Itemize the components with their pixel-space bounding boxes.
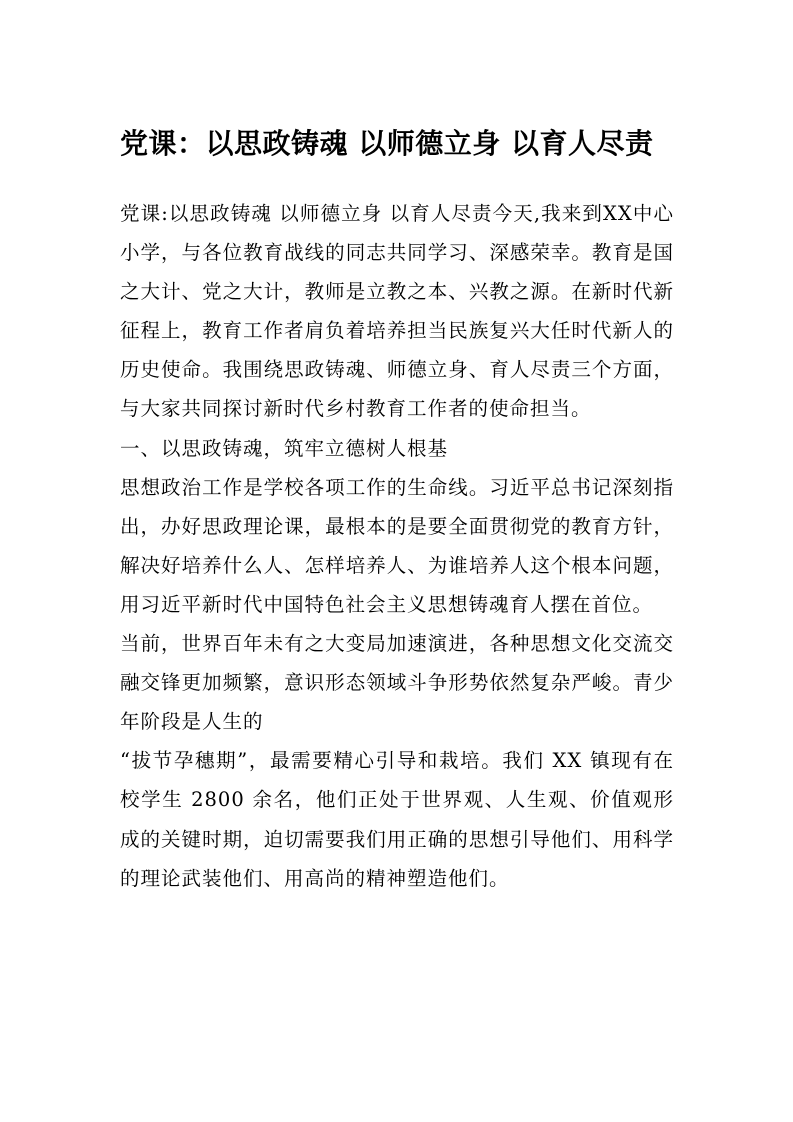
document-body — [120, 194, 674, 898]
document-title: 党课：以思政铸魂 以师德立身 以育人尽责 — [120, 127, 654, 160]
paragraph-current-situation: 当前，世界百年未有之大变局加速演进，各种思想文化交流交融交锋更加频繁，意识形态领域斗争形势依然复杂严峻。青少年阶段是人生的 — [120, 632, 674, 734]
paragraph-ideology: 思想政治工作是学校各项工作的生命线。习近平总书记深刻指出，办好思政理论课，最根本的是要全面贯彻党的教育方针，解决好培养什么人、怎样培养人、为谁培养人这个根本问题，用习近平新时代中国特色社会主义思想铸魂育人摆在首位。 — [120, 475, 674, 616]
paragraph-students: “拔节孕穗期”，最需要精心引导和栽培。我们 XX 镇现有在校学生 2800 余名，他们正处于世界观、人生观、价值观形成的关键时期，迫切需要我们用正确的思想引导他们、用科学的理论武装他们、用高尚的精神塑造他们。 — [120, 749, 674, 890]
paragraph-intro: 党课:以思政铸魂 以师德立身 以育人尽责今天,我来到XX中心小学，与各位教育战线的同志共同学习、深感荣幸。教育是国之大计、党之大计，教师是立教之本、兴教之源。在新时代新征程上，教育工作者肩负着培养担当民族复兴大任时代新人的历史使命。我围绕思政铸魂、师德立身、育人尽责三个方面，与大家共同探讨新时代乡村教育工作者的使命担当。 — [120, 202, 674, 421]
section-heading-1: 一、以思政铸魂，筑牢立德树人根基 — [120, 436, 449, 460]
